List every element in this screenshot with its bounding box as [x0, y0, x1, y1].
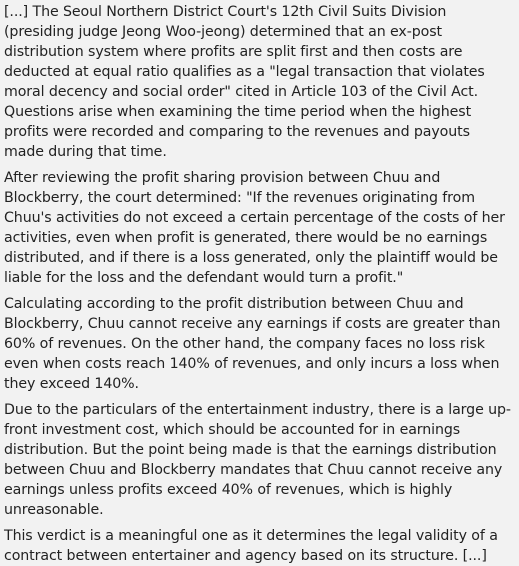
article-paragraph-1: [...] The Seoul Northern District Court's 12th Civil Suits Division (presiding judge Jeong Woo-jeong) determined that an ex-post distribution system where profits are split first and then costs are deducted at equal ratio qualifies as a "legal transaction that violates moral decency and social order" cited in Article 103 of the Civil Act. Questions arise when examining the time period when the highest profits were recorded and comparing to the revenues and payouts made during that time. — [4, 4, 485, 160]
article-paragraph-2: After reviewing the profit sharing provision between Chuu and Blockberry, the court determined: "If the revenues originating from Chuu's activities do not exceed a certain percentage of the costs of her activities, even when profit is generated, there would be no earnings distributed, and if there is a loss generated, only the plaintiff would be liable for the loss and the defendant would turn a profit." — [4, 170, 505, 286]
article-paragraph-4: Due to the particulars of the entertainment industry, there is a large up-front investment cost, which should be accounted for in earnings distribution. But the point being made is that the earnings distribution between Chuu and Blockberry mandates that Chuu cannot receive any earnings unless profits exceed 40% of revenues, which is highly unreasonable. — [4, 402, 511, 518]
article-paragraph-5: This verdict is a meaningful one as it determines the legal validity of a contract between entertainer and agency based on its structure. [...] — [4, 528, 498, 564]
article-paragraph-3: Calculating according to the profit distribution between Chuu and Blockberry, Chuu cannot receive any earnings if costs are greater than 60% of revenues. On the other hand, the company faces no loss risk even when costs reach 140% of revenues, and only incurs a loss when they exceed 140%. — [4, 296, 501, 392]
